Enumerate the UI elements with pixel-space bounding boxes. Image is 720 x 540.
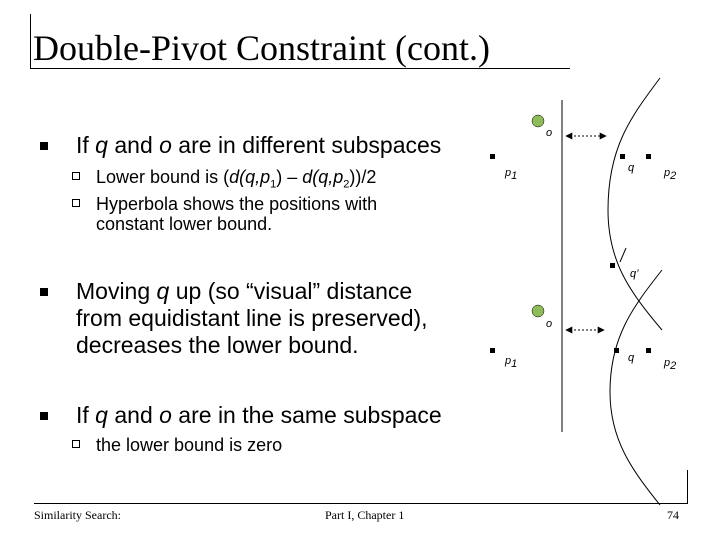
pivot-p1-bottom	[490, 348, 495, 353]
footer-left: Similarity Search:	[34, 508, 121, 522]
query-q-prime	[610, 263, 615, 268]
bullet-text: If q and o are in the same subspace	[76, 402, 442, 428]
object-o-top	[532, 115, 544, 127]
label-q-prime: q’	[630, 268, 639, 280]
pivot-p2-bottom	[646, 348, 651, 353]
label-o-bottom: o	[546, 318, 553, 330]
label-p1-bottom: $p_1$	[505, 355, 518, 371]
footer-rule	[34, 503, 688, 504]
label-q-bottom: q	[628, 352, 635, 364]
query-q-top	[620, 154, 625, 159]
sub-bullet-text: the lower bound is zero	[96, 435, 283, 455]
label-p2-top: $p_2$	[664, 167, 677, 183]
label-p2-bottom: $p_2$	[664, 357, 677, 373]
footer-rule-vertical	[687, 470, 688, 504]
page-number: 74	[667, 508, 679, 522]
label-p1-top: $p_1$	[505, 167, 518, 183]
bullet-text: Moving q up (so “visual” distance from equidistant line is preserved), decreases the lower bound.	[76, 278, 428, 358]
pivot-p1-top	[490, 154, 495, 159]
query-q-bottom	[614, 348, 619, 353]
connector-q-prime	[620, 248, 626, 262]
label-q-top: q	[628, 162, 635, 174]
sub-bullet-text: Lower bound is $(d(q,p_1) - d(q,p_2))/2$	[96, 167, 377, 191]
hyperbola-bottom	[610, 270, 662, 505]
hyperbola-top	[608, 78, 662, 330]
sub-bullet-text: Hyperbola shows the positions with constant lower bound.	[96, 194, 378, 234]
slide-title: Double-Pivot Constraint (cont.)	[33, 28, 490, 68]
footer-center: Part I, Chapter 1	[325, 508, 405, 522]
object-o-bottom	[532, 305, 544, 317]
pivot-p2-top	[646, 154, 651, 159]
bullet-text: If q and o are in different subspaces	[76, 132, 442, 158]
label-o-top: o	[546, 127, 553, 139]
